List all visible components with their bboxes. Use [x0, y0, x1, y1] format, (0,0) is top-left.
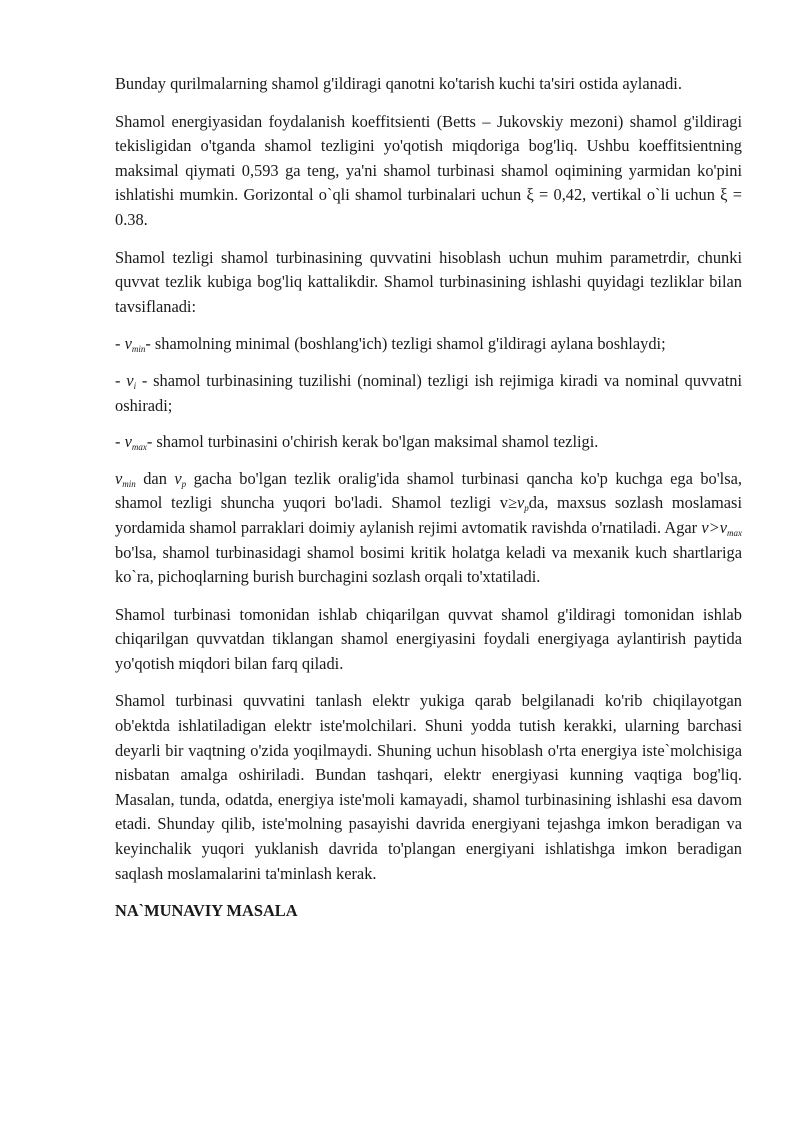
symbol-v-p [174, 469, 186, 488]
symbol-v: v [517, 493, 525, 513]
dash-marker: - [115, 334, 125, 354]
symbol-v: v [115, 468, 123, 488]
paragraph-1: Bunday qurilmalarning shamol g'ildiragi qanotni ko'tarish kuchi ta'siri ostida aylanadi. [115, 74, 682, 93]
dash-marker: - [115, 432, 125, 452]
subscript-max: max [131, 442, 147, 453]
list-item-text: - shamol turbinasining tuzilishi (nominal) tezligi ish rejimiga kiradi va nominal quvvatni oshiradi; [115, 370, 743, 415]
symbol-v: v [124, 334, 132, 354]
greater-than-sign: > [708, 517, 720, 537]
symbol-v-min [115, 469, 136, 488]
subscript-min: min [122, 478, 136, 489]
paragraph-text: gacha bo'lgan tezlik oralig'ida shamol turbinasi qancha ko'p kuchga ega bo'lsa, shamol tezligi shuncha yuqori bo'ladi. Shamol tezligi v≥ [115, 468, 742, 513]
symbol-v-max [125, 432, 147, 451]
list-item-text: - shamolning minimal (boshlang'ich) tezligi shamol g'ildiragi aylana boshlaydi; [145, 334, 666, 354]
paragraph-5: Shamol turbinasi tomonidan ishlab chiqarilgan quvvat shamol g'ildiragi tomonidan ishlab chiqarilgan quvvatdan tiklangan shamol energiyasini foydali energiyaga aylantirish paytida yo'qotish miqdori bilan farq qiladi. [115, 604, 742, 673]
paragraph-text: bo'lsa, shamol turbinasidagi shamol bosimi kritik holatga keladi va mexanik kuch shartlariga ko`ra, pichoqlarning burish burchagini sozlash orqali to'xtatiladi. [115, 542, 742, 587]
symbol-v: v [126, 370, 134, 390]
inequality-v-gt-vmax [701, 518, 742, 537]
subscript-p: p [524, 503, 529, 514]
subscript-min: min [131, 344, 146, 355]
symbol-v: v [174, 468, 182, 488]
section-heading: NA`MUNAVIY MASALA [115, 901, 298, 921]
paragraph-6: Shamol turbinasi quvvatini tanlash elektr yukiga qarab belgilanadi ko'rib chiqilayotgan ob'ektda ishlatiladigan elektr iste'molchilari. Shuni yodda tutish kerakki, ularning barchasi deyarli bir vaqtning o'zida yoqilmaydi. Shuning uchun hisoblash o'rta energiya iste`molchisiga nisbatan amalga oshiriladi. Bundan tashqari, elektr energiyasi kunning vaqtiga bog'liq. Masalan, tunda, odatda, energiya iste'moli kamayadi, shamol turbinasining ishlashi esa davom etadi. Shunday qilib, iste'molning pasayishi davrida energiyani tejashga imkon beradigan va keyinchalik yuqori yuklanish davrida to'plangan energiyani ishlatishga imkon beradigan saqlash moslamalarini ta'minlash kerak. [115, 691, 742, 883]
dash-marker: - [115, 370, 127, 390]
symbol-v: v [701, 517, 709, 537]
subscript-i: i [133, 380, 137, 391]
document-page [115, 72, 742, 937]
list-item-vmax [115, 430, 742, 455]
list-item-vi [115, 369, 742, 418]
symbol-v: v [719, 517, 727, 537]
symbol-v-min [125, 334, 146, 353]
paragraph-3: Shamol tezligi shamol turbinasining quvvatini hisoblash uchun muhim parametrdir, chunki quvvat tezlik kubiga bog'liq kattalikdir. Shamol turbinasining ishlashi quyidagi tezliklar bilan tavsiflanadi: [115, 247, 742, 316]
list-item-vmin [115, 332, 742, 357]
list-item-text: - shamol turbinasini o'chirish kerak bo'lgan maksimal shamol tezligi. [146, 432, 599, 452]
symbol-v-p [517, 493, 529, 512]
paragraph-2: Shamol energiyasidan foydalanish koeffitsienti (Betts – Jukovskiy mezoni) shamol g'ildiragi tekisligidan o'tganda shamol tezligini yo'qotish miqdoriga bog'liq. Ushbu koeffitsientning maksimal qiymati 0,593 ga teng, ya'ni shamol turbinasi shamol oqimining yarmidan ko'pini ishlatishi mumkin. Gorizontal o`qli shamol turbinalari uchun ξ = 0,42, vertikal o`li uchun ξ = 0.38. [115, 111, 742, 229]
subscript-max: max [727, 527, 742, 538]
symbol-v: v [124, 432, 132, 452]
paragraph-text: da, maxsus sozlash moslamasi yordamida shamol parraklari doimiy aylanish rejimi avtomatik ravishda o'rnatiladi. Agar [115, 493, 742, 537]
symbol-v-i [126, 371, 136, 390]
subscript-p: p [181, 478, 187, 489]
paragraph-text: dan [135, 468, 175, 488]
paragraph-4 [115, 467, 742, 590]
